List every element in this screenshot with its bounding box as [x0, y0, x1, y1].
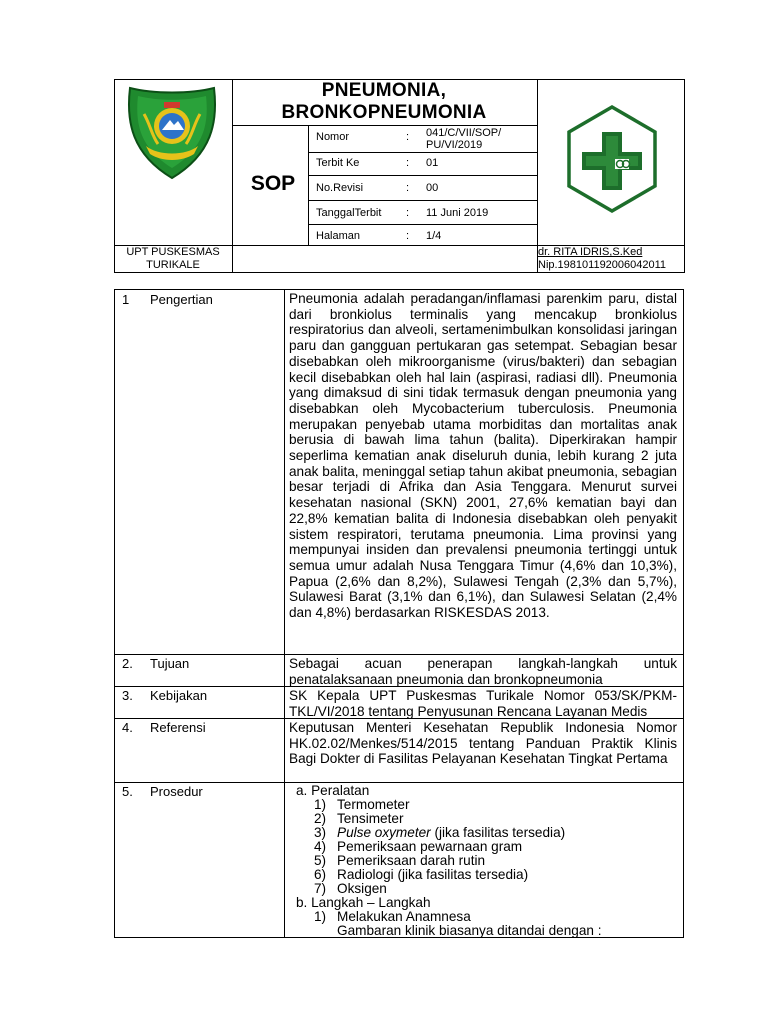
- list-number: 1): [314, 909, 327, 924]
- list-item: Termometer: [337, 797, 410, 812]
- row-number: 4.: [122, 720, 133, 735]
- row-label-referensi: Referensi: [150, 720, 206, 735]
- procedure-section-a: a. Peralatan: [296, 783, 370, 798]
- meta-value-nomor: 041/C/VII/SOP/ PU/VI/2019: [426, 127, 502, 151]
- list-item: Radiologi (jika fasilitas tersedia): [337, 867, 529, 882]
- row-number: 2.: [122, 656, 133, 671]
- row-text-kebijakan: SK Kepala UPT Puskesmas Turikale Nomor 053/SK/PKM-TKL/VI/2018 tentang Penyusunan Rencana Layanan Medis: [289, 688, 677, 719]
- meta-value-terbit: 01: [426, 157, 439, 169]
- puskesmas-logo-icon: [565, 104, 659, 214]
- doctor-nip: Nip.198101192006042011: [538, 259, 667, 271]
- meta-label-tanggal: TanggalTerbit: [316, 207, 382, 219]
- meta-colon: :: [406, 182, 410, 194]
- procedure-section-b: b. Langkah – Langkah: [296, 895, 431, 910]
- doctor-signature-block: [538, 246, 684, 272]
- row-label-prosedur: Prosedur: [150, 784, 203, 799]
- meta-label-halaman: Halaman: [316, 230, 361, 242]
- list-number: 1): [314, 797, 327, 812]
- meta-label-nomor: Nomor: [316, 131, 350, 143]
- sop-label: SOP: [250, 172, 296, 195]
- row-text-referensi: Keputusan Menteri Kesehatan Republik Indonesia Nomor HK.02.02/Menkes/514/2015 tentang Panduan Praktik Klinis Bagi Dokter di Fasilitas Pelayanan Kesehatan Tingkat Pertama: [289, 720, 677, 767]
- list-number: 4): [314, 839, 327, 854]
- list-number: 3): [314, 825, 327, 840]
- row-label-kebijakan: Kebijakan: [150, 688, 208, 703]
- meta-value-revisi: 00: [426, 182, 439, 194]
- regional-emblem-icon: [124, 84, 220, 182]
- meta-colon: :: [406, 157, 410, 169]
- document-title-line2: BRONKOPNEUMONIA: [281, 102, 487, 123]
- list-item: Oksigen: [337, 881, 387, 896]
- list-number: 6): [314, 867, 327, 882]
- row-number: 1: [122, 292, 130, 307]
- meta-value-tanggal: 11 Juni 2019: [426, 207, 489, 219]
- meta-colon: :: [406, 207, 410, 219]
- row-label-tujuan: Tujuan: [150, 656, 190, 671]
- meta-colon: :: [406, 131, 410, 143]
- row-text-pengertian: Pneumonia adalah peradangan/inflamasi parenkim paru, distal dari bronkiolus terminalis yang mencakup bronkiolus respiratorius dan alveoli, sertamenimbulkan konsolidasi jaringan paru dan gangguan pertukaran gas setempat. Sebagian besar disebabkan oleh mikroorganisme (virus/bakteri) dan sebagian kecil disebabkan oleh hal lain (aspirasi, radiasi dll). Pneumonia yang dimaksud di sini tidak termasuk dengan pneumonia yang disebabkan oleh Mycobacterium tuberculosis. Pneumonia merupakan penyebab utama morbiditas dan mortalitas anak berusia di bawah lima tahun (balita). Diperkirakan hampir seperlima kematian anak diseluruh dunia, lebih kurang 2 juta anak balita, meninggal setiap tahun akibat pneumonia, sebagian besar terjadi di Afrika dan Asia Tenggara. Menurut survei kesehatan nasional (SKN) 2001, 27,6% kematian bayi dan 22,8% kematian balita di Indonesia disebabkan oleh penyakit sistem respiratori, terutama pneumonia. Lima provinsi yang mempunyai insiden dan prevalensi pneumonia tertinggi untuk semua umur adalah Nusa Tenggara Timur (4,6% dan 10,3%), Papua (2,6% dan 8,2%), Sulawesi Tengah (2,3% dan 5,7%), Sulawesi Barat (3,1% dan 6,1%), dan Sulawesi Selatan (2,4% dan 4,8%) berdasarkan RISKESDAS 2013.: [289, 291, 677, 621]
- list-item: Pulse oxymeter (jika fasilitas tersedia): [337, 825, 566, 840]
- row-label-pengertian: Pengertian: [150, 292, 213, 307]
- doctor-name: dr. RITA IDRIS,S.Ked: [538, 246, 643, 258]
- list-item: Melakukan Anamnesa: [337, 909, 471, 924]
- row-number: 3.: [122, 688, 133, 703]
- upt-name: UPT PUSKESMAS TURIKALE: [126, 246, 220, 271]
- meta-colon: :: [406, 230, 410, 242]
- row-text-tujuan: Sebagai acuan penerapan langkah-langkah untuk penatalaksanaan pneumonia dan bronkopneumonia: [289, 656, 677, 687]
- list-item: Pemeriksaan pewarnaan gram: [337, 839, 523, 854]
- list-item: Tensimeter: [337, 811, 404, 826]
- step-note: Gambaran klinik biasanya ditandai dengan :: [337, 923, 602, 938]
- row-number: 5.: [122, 784, 133, 799]
- meta-label-revisi: No.Revisi: [316, 182, 364, 194]
- list-item: Pemeriksaan darah rutin: [337, 853, 486, 868]
- list-number: 7): [314, 881, 327, 896]
- meta-value-halaman: 1/4: [426, 230, 442, 242]
- meta-label-terbit: Terbit Ke: [316, 157, 360, 169]
- list-number: 5): [314, 853, 327, 868]
- document-title-line1: PNEUMONIA,: [321, 80, 447, 101]
- list-number: 2): [314, 811, 327, 826]
